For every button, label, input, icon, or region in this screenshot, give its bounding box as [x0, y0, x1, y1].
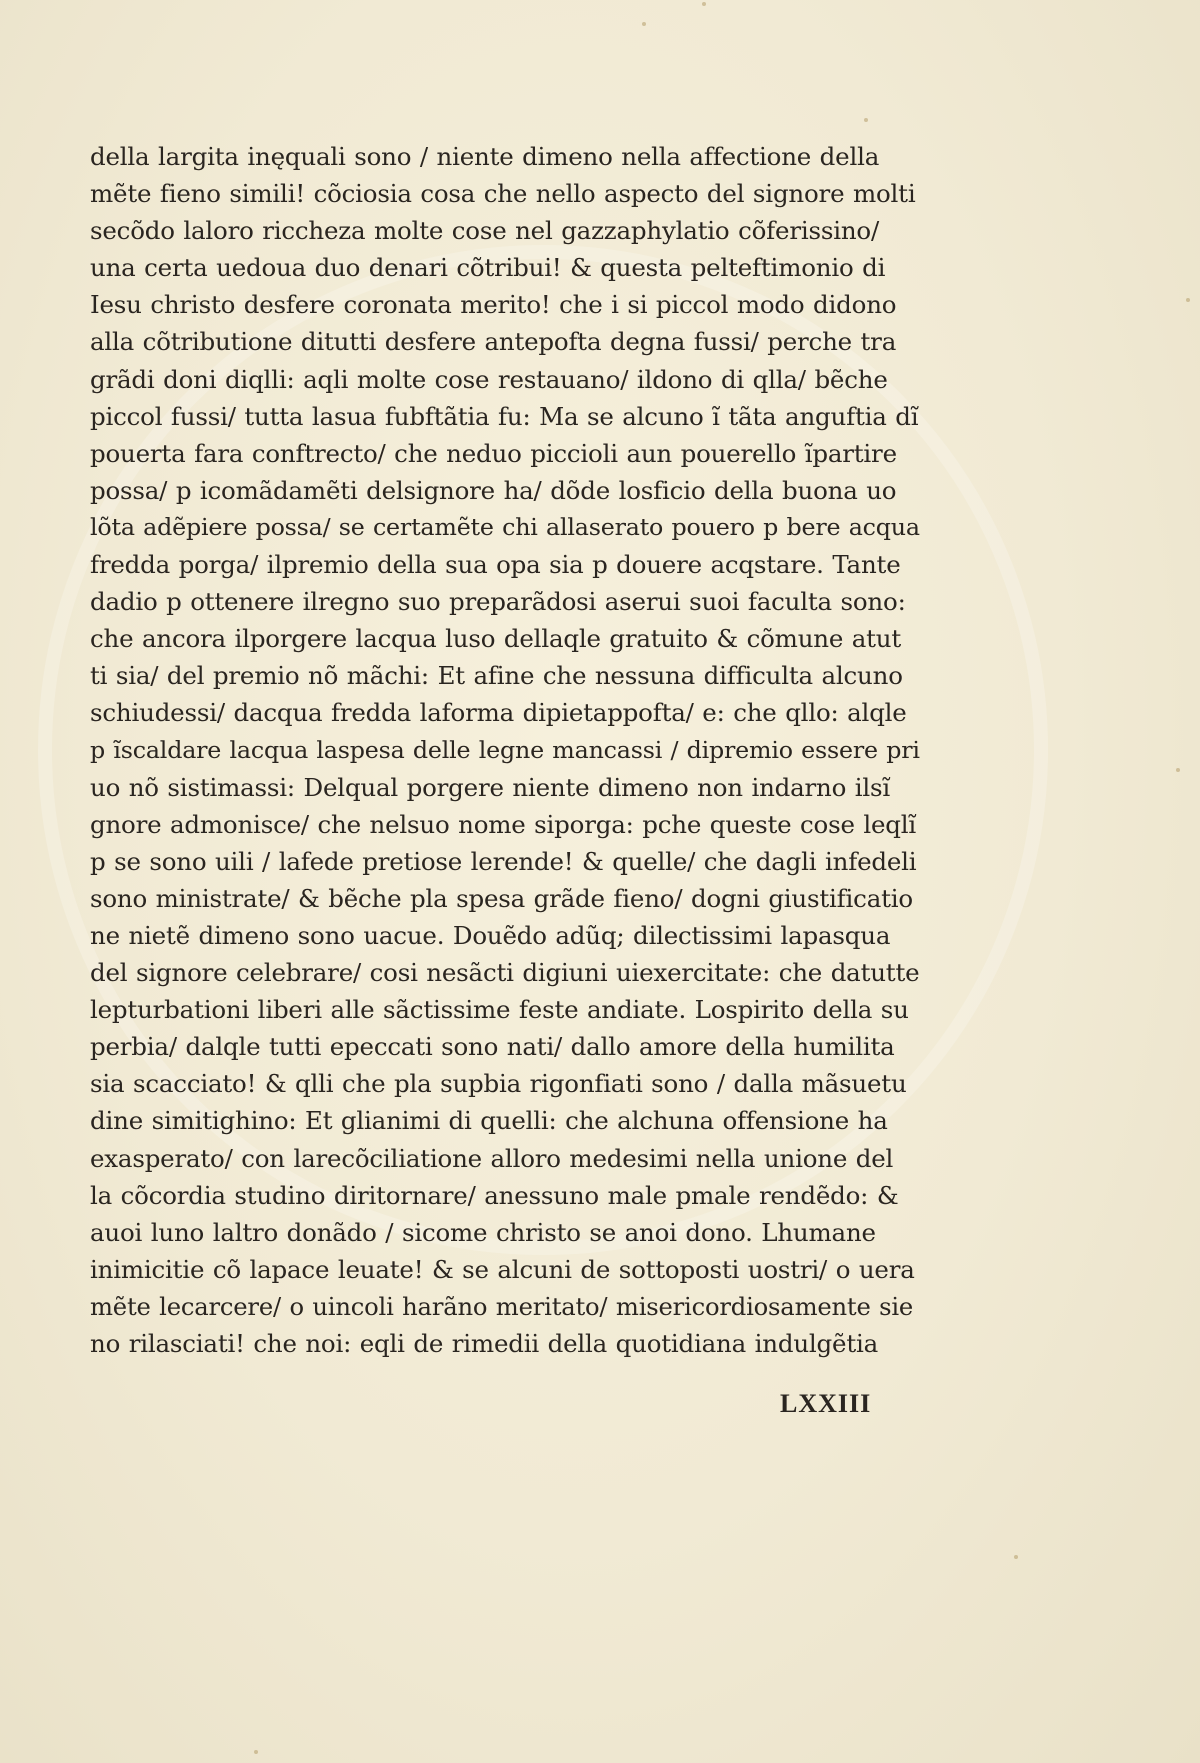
text-line: p se sono uili / lafede pretiose lerende! & quelle/ che dagli infedeli	[90, 846, 917, 876]
paper-speck	[1014, 1555, 1018, 1559]
text-line: dine simitighino: Et glianimi di quelli: che alchuna offensione ha	[90, 1106, 888, 1136]
text-line: della largita inęquali sono / niente dimeno nella affectione della	[90, 142, 880, 171]
text-line: ti sia/ del premio nõ mãchi: Et afine che nessuna difficulta alcuno	[90, 661, 903, 691]
paper-speck	[642, 22, 646, 26]
paper-speck	[702, 2, 706, 6]
text-line: sia scacciato! & qlli che pla supbia rigonfiati sono / dalla mãsuetu	[90, 1069, 907, 1099]
text-line: auoi luno laltro donãdo / sicome christo se anoi dono. Lhumane	[90, 1217, 876, 1247]
text-line: inimicitie cõ lapace leuate! & se alcuni de sottoposti uostri/ o uera	[90, 1254, 915, 1284]
text-line: pouerta fara conftrecto/ che neduo piccioli aun pouerello ĩpartire	[90, 438, 897, 468]
text-line: gnore admonisce/ che nelsuo nome siporga: pche queste cose leqlĩ	[90, 809, 917, 839]
text-line: alla cõtributione ditutti desfere antepofta degna fussi/ perche tra	[90, 327, 897, 357]
text-line: p ĩscaldare lacqua laspesa delle legne mancassi / dipremio essere pri	[90, 735, 920, 764]
text-line: una certa uedoua duo denari cõtribui! & questa pelteftimonio di	[90, 253, 886, 283]
text-line: exasperato/ con larecõciliatione alloro medesimi nella unione del	[90, 1143, 894, 1173]
paper-speck	[864, 118, 868, 122]
paper-speck	[1186, 298, 1190, 302]
text-line: ne nietẽ dimeno sono uacue. Douẽdo adũq; dilectissimi lapasqua	[90, 920, 891, 950]
text-line: sono ministrate/ & bẽche pla spesa grãde fieno/ dogni giustificatio	[90, 883, 913, 913]
main-text-block	[90, 138, 920, 1362]
text-line: possa/ p icomãdamẽti delsignore ha/ dõde losficio della buona uo	[90, 475, 897, 505]
text-line: la cõcordia studino diritornare/ anessuno male pmale rendẽdo: &	[90, 1180, 899, 1210]
text-line: lõta adẽpiere possa/ se certamẽte chi allaserato pouero p bere acqua	[90, 512, 920, 541]
text-line: del signore celebrare/ cosi nesãcti digiuni uiexercitate: che datutte	[90, 958, 920, 988]
text-line: perbia/ dalqle tutti epeccati sono nati/ dallo amore della humilita	[90, 1032, 895, 1062]
text-line: secõdo laloro riccheza molte cose nel gazzaphylatio cõferissino/	[90, 216, 880, 246]
paper-speck	[254, 1750, 258, 1754]
text-line: mẽte lecarcere/ o uincoli harãno meritato/ misericordiosamente sie	[90, 1291, 914, 1321]
text-line: grãdi doni diqlli: aqli molte cose restauano/ ildono di qlla/ bẽche	[90, 364, 888, 394]
text-line: no rilasciati! che noi: eqli de rimedii della quotidiana indulgẽtia	[90, 1329, 879, 1358]
text-line: piccol fussi/ tutta lasua fubftãtia fu: Ma se alcuno ĩ tãta anguftia dĩ	[90, 401, 919, 431]
text-line: lepturbationi liberi alle sãctissime feste andiate. Lospirito della su	[90, 995, 909, 1025]
text-line: mẽte fieno simili! cõciosia cosa che nello aspecto del signore molti	[90, 179, 916, 209]
text-line: uo nõ sistimassi: Delqual porgere niente dimeno non indarno ilsĩ	[90, 772, 891, 802]
text-line: Iesu christo desfere coronata merito! che i si piccol modo didono	[90, 290, 897, 320]
text-line: dadio p ottenere ilregno suo preparãdosi aserui suoi faculta sono:	[90, 587, 906, 617]
text-line: che ancora ilporgere lacqua luso dellaqle gratuito & cõmune atut	[90, 624, 902, 654]
folio-number: LXXIII	[780, 1389, 872, 1418]
paper-speck	[1176, 768, 1180, 772]
text-line: schiudessi/ dacqua fredda laforma dipietappofta/ e: che qllo: alqle	[90, 698, 907, 728]
text-line: fredda porga/ ilpremio della sua opa sia p douere acqstare. Tante	[90, 550, 901, 580]
